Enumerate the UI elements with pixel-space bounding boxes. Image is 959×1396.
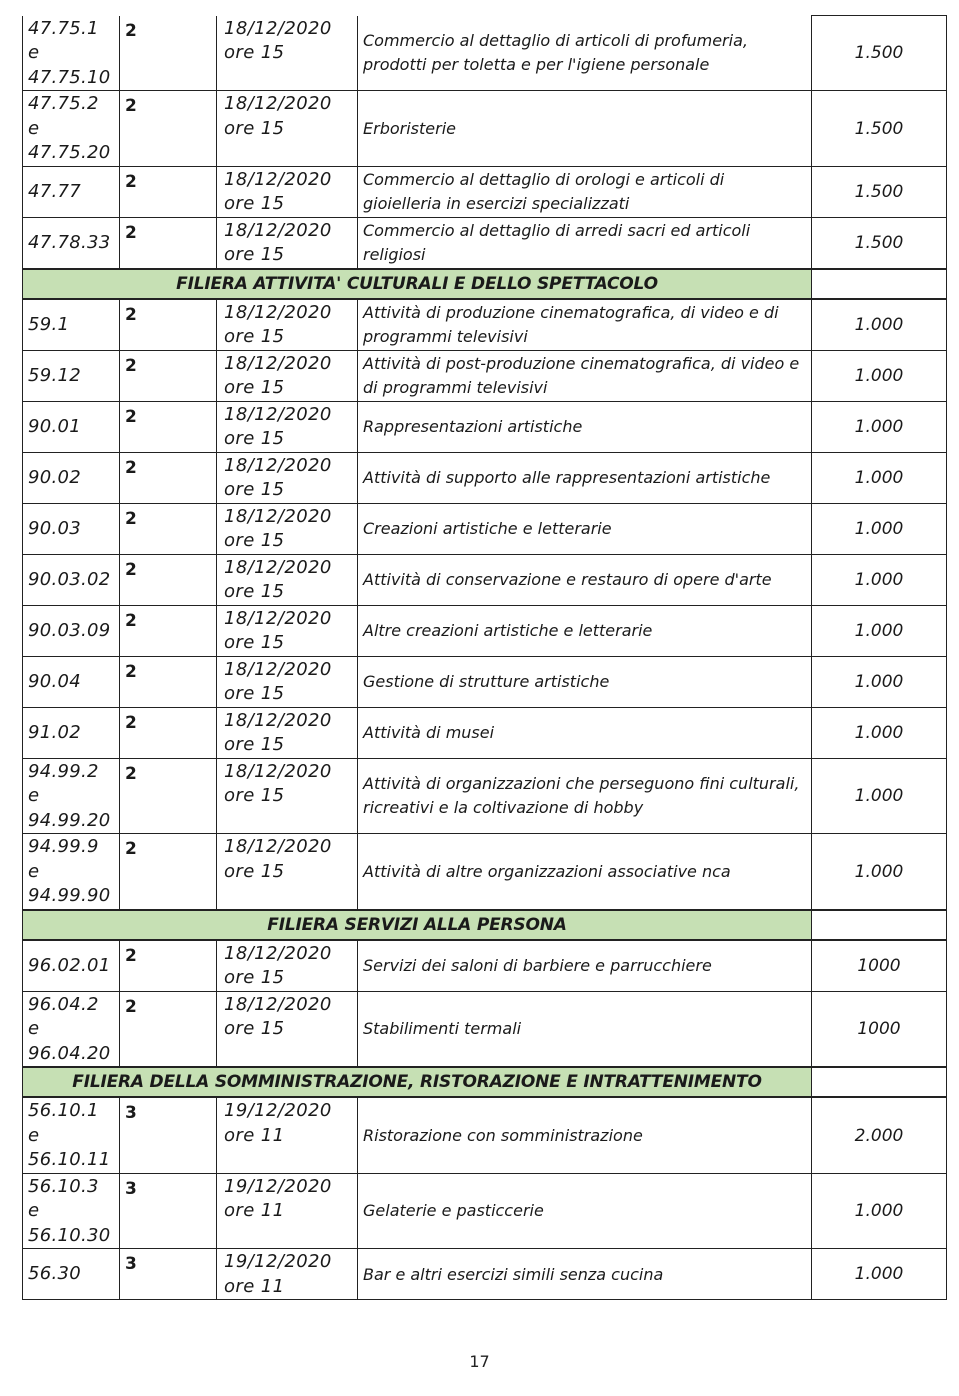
ateco-code-cell — [23, 991, 120, 1067]
deadline-date: 18/12/2020 — [224, 219, 332, 241]
table-row — [23, 758, 947, 834]
ateco-code-cell — [23, 452, 120, 503]
deadline-date: 18/12/2020 — [224, 403, 332, 425]
group-number: 3 — [120, 1249, 217, 1300]
group-number: 3 — [120, 1097, 217, 1173]
ateco-code-line: 47.75.2 — [28, 93, 99, 114]
table-row — [23, 1097, 947, 1173]
table-row — [23, 166, 947, 217]
ateco-code-cell — [23, 834, 120, 910]
activity-description: Attività di produzione cinematografica, di video e di programmi televisivi — [358, 299, 812, 351]
ateco-code-line: e — [28, 1018, 40, 1039]
table-body — [23, 16, 947, 1300]
ateco-code-line: 47.75.1 — [28, 17, 99, 39]
ateco-code-line: 90.01 — [28, 415, 82, 437]
deadline-date: 18/12/2020 — [224, 93, 332, 114]
activity-description: Gestione di strutture artistiche — [358, 656, 812, 707]
ateco-code-line: 96.04.2 — [28, 993, 99, 1015]
activity-description: Commercio al dettaglio di articoli di profumeria, prodotti per toletta e per l'igiene personale — [358, 16, 812, 91]
activity-description: Commercio al dettaglio di arredi sacri ed articoli religiosi — [358, 217, 812, 269]
ateco-code-line: 90.02 — [28, 466, 82, 488]
ateco-code-line: 91.02 — [28, 721, 82, 743]
group-number: 2 — [120, 656, 217, 707]
deadline-cell — [217, 91, 358, 167]
deadline-cell — [217, 758, 358, 834]
table-row — [23, 91, 947, 167]
activity-description: Attività di organizzazioni che perseguono fini culturali, ricreativi e la coltivazione di hobby — [358, 758, 812, 834]
group-number: 2 — [120, 452, 217, 503]
deadline-date: 18/12/2020 — [224, 505, 332, 527]
ateco-code-line: 96.04.20 — [28, 1042, 111, 1064]
ateco-code-line: 90.04 — [28, 670, 82, 692]
deadline-time: ore 15 — [224, 860, 285, 882]
ateco-code-cell — [23, 1173, 120, 1249]
ateco-code-line: e — [28, 117, 40, 139]
contribution-amount: 1000 — [812, 991, 947, 1067]
deadline-time: ore 15 — [224, 581, 285, 602]
deadline-cell — [217, 503, 358, 554]
deadline-date: 18/12/2020 — [224, 942, 332, 964]
deadline-time: ore 15 — [224, 479, 285, 500]
ateco-code-line: 56.10.11 — [28, 1149, 111, 1170]
activity-description: Rappresentazioni artistiche — [358, 401, 812, 452]
table-row — [23, 991, 947, 1067]
deadline-date: 18/12/2020 — [224, 709, 332, 731]
deadline-time: ore 15 — [224, 530, 285, 551]
activity-description: Stabilimenti termali — [358, 991, 812, 1067]
section-blank-cell — [812, 910, 947, 940]
ateco-code-cell — [23, 166, 120, 217]
group-number: 2 — [120, 940, 217, 992]
group-number: 2 — [120, 707, 217, 758]
ateco-code-line: 94.99.9 — [28, 836, 99, 857]
ateco-code-line: 56.30 — [28, 1263, 82, 1285]
section-title: FILIERA ATTIVITA' CULTURALI E DELLO SPETTACOLO — [23, 269, 812, 299]
contribution-amount: 1.000 — [812, 452, 947, 503]
deadline-time: ore 15 — [224, 377, 285, 398]
deadline-time: ore 11 — [224, 1200, 285, 1221]
section-header-row — [23, 1067, 947, 1097]
ateco-code-cell — [23, 401, 120, 452]
table-row — [23, 707, 947, 758]
deadline-cell — [217, 16, 358, 91]
deadline-date: 18/12/2020 — [224, 17, 332, 39]
activity-description: Altre creazioni artistiche e letterarie — [358, 605, 812, 656]
contribution-amount: 1.500 — [812, 217, 947, 269]
ateco-code-cell — [23, 1097, 120, 1173]
table-row — [23, 656, 947, 707]
ateco-code-line: 59.1 — [28, 313, 70, 335]
table-row — [23, 1173, 947, 1249]
ateco-code-cell — [23, 554, 120, 605]
ateco-code-cell — [23, 91, 120, 167]
deadline-cell — [217, 1097, 358, 1173]
ateco-code-line: e — [28, 1124, 40, 1146]
contribution-amount: 1.000 — [812, 605, 947, 656]
ateco-code-cell — [23, 1249, 120, 1300]
group-number: 2 — [120, 503, 217, 554]
table-row — [23, 1249, 947, 1300]
activity-description: Ristorazione con somministrazione — [358, 1097, 812, 1173]
ateco-code-line: 56.10.3 — [28, 1175, 99, 1197]
section-header-row — [23, 910, 947, 940]
ateco-code-line: 90.03 — [28, 517, 82, 539]
activity-description: Attività di post-produzione cinematografica, di video e di programmi televisivi — [358, 350, 812, 401]
activity-description: Bar e altri esercizi simili senza cucina — [358, 1249, 812, 1300]
deadline-cell — [217, 452, 358, 503]
activity-description: Servizi dei saloni di barbiere e parrucchiere — [358, 940, 812, 992]
contribution-amount: 1.000 — [812, 1249, 947, 1300]
deadline-date: 18/12/2020 — [224, 556, 332, 578]
deadline-date: 18/12/2020 — [224, 836, 332, 857]
group-number: 2 — [120, 16, 217, 91]
deadline-cell — [217, 554, 358, 605]
group-number: 2 — [120, 991, 217, 1067]
ateco-code-line: e — [28, 860, 40, 882]
activity-description: Attività di musei — [358, 707, 812, 758]
deadline-date: 18/12/2020 — [224, 352, 332, 374]
ateco-code-line: 94.99.20 — [28, 809, 111, 831]
ateco-code-cell — [23, 299, 120, 351]
contribution-amount: 1.000 — [812, 401, 947, 452]
group-number: 3 — [120, 1173, 217, 1249]
ateco-code-line: 56.10.1 — [28, 1100, 99, 1121]
deadline-time: ore 15 — [224, 42, 285, 63]
ateco-code-line: 90.03.09 — [28, 619, 111, 641]
deadline-date: 18/12/2020 — [224, 658, 332, 680]
ateco-code-cell — [23, 707, 120, 758]
ateco-code-cell — [23, 350, 120, 401]
deadline-cell — [217, 1249, 358, 1300]
ateco-code-line: 56.10.30 — [28, 1224, 111, 1246]
section-header-row — [23, 269, 947, 299]
contribution-amount: 1000 — [812, 940, 947, 992]
deadline-date: 18/12/2020 — [224, 607, 332, 629]
ateco-code-cell — [23, 16, 120, 91]
deadline-date: 18/12/2020 — [224, 993, 332, 1015]
activity-description: Creazioni artistiche e letterarie — [358, 503, 812, 554]
table-row — [23, 401, 947, 452]
deadline-date: 19/12/2020 — [224, 1175, 332, 1197]
table-row — [23, 605, 947, 656]
contribution-amount: 2.000 — [812, 1097, 947, 1173]
deadline-date: 18/12/2020 — [224, 454, 332, 476]
activity-description: Attività di altre organizzazioni associative nca — [358, 834, 812, 910]
ateco-code-line: 47.77 — [28, 180, 82, 202]
table-row — [23, 503, 947, 554]
deadline-time: ore 15 — [224, 967, 285, 988]
contribution-amount: 1.000 — [812, 1173, 947, 1249]
activity-description: Commercio al dettaglio di orologi e articoli di gioielleria in esercizi specializzati — [358, 166, 812, 217]
ateco-code-line: 47.75.20 — [28, 142, 111, 163]
page-number: 17 — [469, 1352, 490, 1371]
table-row — [23, 554, 947, 605]
ateco-code-cell — [23, 940, 120, 992]
deadline-cell — [217, 707, 358, 758]
group-number: 2 — [120, 834, 217, 910]
deadline-cell — [217, 166, 358, 217]
group-number: 2 — [120, 166, 217, 217]
table-row — [23, 299, 947, 351]
deadline-time: ore 11 — [224, 1124, 285, 1146]
deadline-time: ore 15 — [224, 734, 285, 755]
table-row — [23, 834, 947, 910]
group-number: 2 — [120, 217, 217, 269]
deadline-date: 18/12/2020 — [224, 760, 332, 782]
table-row — [23, 940, 947, 992]
contribution-amount: 1.000 — [812, 707, 947, 758]
section-title: FILIERA DELLA SOMMINISTRAZIONE, RISTORAZIONE E INTRATTENIMENTO — [23, 1067, 812, 1097]
deadline-date: 18/12/2020 — [224, 168, 332, 190]
deadline-cell — [217, 299, 358, 351]
table-row — [23, 217, 947, 269]
deadline-cell — [217, 991, 358, 1067]
contribution-amount: 1.000 — [812, 554, 947, 605]
contribution-amount: 1.000 — [812, 656, 947, 707]
activity-description: Gelaterie e pasticcerie — [358, 1173, 812, 1249]
ateco-code-line: 47.78.33 — [28, 231, 111, 253]
deadline-time: ore 15 — [224, 326, 285, 347]
deadline-cell — [217, 1173, 358, 1249]
ateco-table — [22, 15, 947, 1300]
contribution-amount: 1.000 — [812, 299, 947, 351]
ateco-code-line: e — [28, 785, 40, 806]
table-row — [23, 452, 947, 503]
contribution-amount: 1.000 — [812, 834, 947, 910]
group-number: 2 — [120, 758, 217, 834]
ateco-code-cell — [23, 605, 120, 656]
deadline-cell — [217, 940, 358, 992]
ateco-code-cell — [23, 656, 120, 707]
group-number: 2 — [120, 350, 217, 401]
deadline-cell — [217, 605, 358, 656]
deadline-time: ore 15 — [224, 244, 285, 265]
ateco-code-cell — [23, 503, 120, 554]
deadline-time: ore 15 — [224, 1018, 285, 1039]
deadline-cell — [217, 656, 358, 707]
deadline-time: ore 15 — [224, 785, 285, 806]
deadline-time: ore 15 — [224, 193, 285, 214]
deadline-date: 19/12/2020 — [224, 1100, 332, 1121]
ateco-code-cell — [23, 758, 120, 834]
contribution-amount: 1.500 — [812, 166, 947, 217]
section-blank-cell — [812, 1067, 947, 1097]
deadline-time: ore 15 — [224, 683, 285, 704]
ateco-code-line: 94.99.90 — [28, 885, 111, 906]
activity-description: Erboristerie — [358, 91, 812, 167]
ateco-code-line: 59.12 — [28, 364, 82, 386]
contribution-amount: 1.000 — [812, 503, 947, 554]
group-number: 2 — [120, 554, 217, 605]
contribution-amount: 1.000 — [812, 350, 947, 401]
deadline-date: 18/12/2020 — [224, 301, 332, 323]
deadline-cell — [217, 217, 358, 269]
deadline-date: 19/12/2020 — [224, 1251, 332, 1272]
group-number: 2 — [120, 401, 217, 452]
ateco-code-line: e — [28, 42, 40, 63]
deadline-cell — [217, 401, 358, 452]
table-row — [23, 16, 947, 91]
deadline-time: ore 15 — [224, 428, 285, 449]
deadline-time: ore 15 — [224, 117, 285, 139]
ateco-code-cell — [23, 217, 120, 269]
group-number: 2 — [120, 605, 217, 656]
deadline-cell — [217, 350, 358, 401]
activity-description: Attività di supporto alle rappresentazioni artistiche — [358, 452, 812, 503]
ateco-code-line: 90.03.02 — [28, 568, 111, 590]
deadline-cell — [217, 834, 358, 910]
contribution-amount: 1.500 — [812, 16, 947, 91]
contribution-amount: 1.500 — [812, 91, 947, 167]
deadline-time: ore 11 — [224, 1275, 285, 1297]
activity-description: Attività di conservazione e restauro di opere d'arte — [358, 554, 812, 605]
section-title: FILIERA SERVIZI ALLA PERSONA — [23, 910, 812, 940]
ateco-code-line: e — [28, 1200, 40, 1221]
ateco-code-line: 96.02.01 — [28, 954, 111, 976]
group-number: 2 — [120, 299, 217, 351]
ateco-code-line: 94.99.2 — [28, 760, 99, 782]
table-row — [23, 350, 947, 401]
contribution-amount: 1.000 — [812, 758, 947, 834]
ateco-code-line: 47.75.10 — [28, 66, 111, 88]
section-blank-cell — [812, 269, 947, 299]
group-number: 2 — [120, 91, 217, 167]
deadline-time: ore 15 — [224, 632, 285, 653]
